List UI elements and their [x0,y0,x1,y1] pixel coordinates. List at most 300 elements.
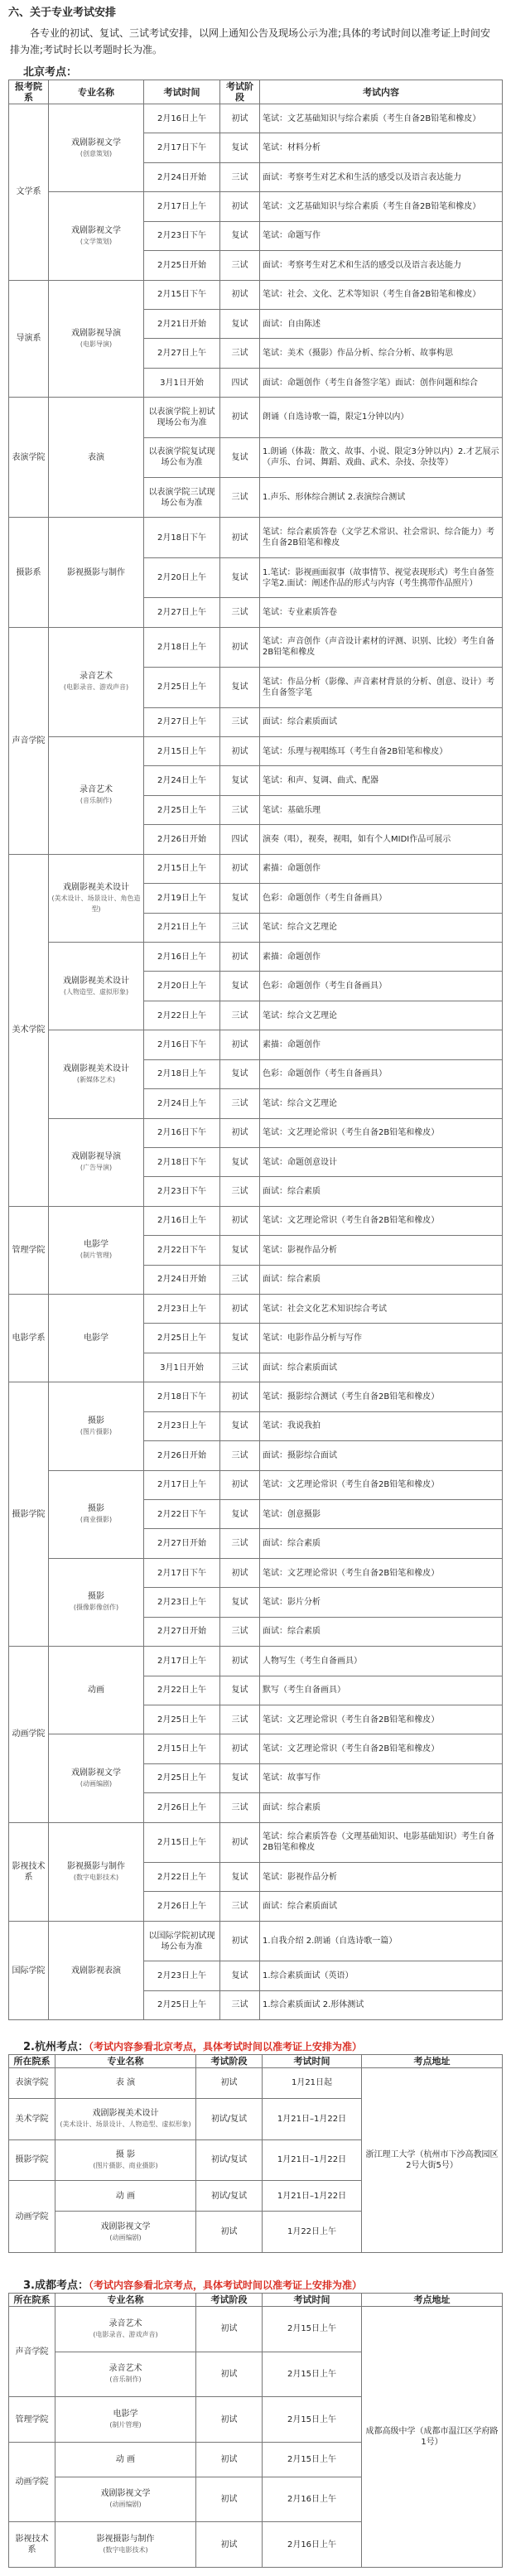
major-cell [55,2477,196,2522]
content-cell: 面试：综合素质 [260,1617,503,1646]
time-cell: 2月26日上午 [144,1793,220,1822]
stage-cell: 复试 [220,1499,260,1528]
content-cell: 演奏（唱），视奏，视唱，如有个人MIDI作品可展示 [260,825,503,854]
time-cell: 2月25日上午 [144,795,220,824]
time-cell: 2月25日上午 [144,668,220,707]
content-cell: 笔试：文艺基础知识与综合素质（考生自备2B铅笔和橡皮） [260,104,503,133]
content-cell: 素描：命题创作 [260,942,503,971]
major-name: 戏剧影视美术设计 [92,2109,159,2119]
major-cell [49,192,144,280]
section-heading: 六、关于专业考试安排 [8,7,117,19]
time-cell: 2月27日上午 [144,707,220,736]
time-cell: 2月17日上午 [144,1647,220,1676]
stage-cell: 三试 [220,1265,260,1294]
major-name: 戏剧影视美术设计 [63,1064,129,1073]
stage-cell: 三试 [220,162,260,191]
major-name: 录音艺术 [108,2364,142,2374]
major-name: 戏剧影视文学 [71,225,121,235]
stage-cell: 复试 [220,1588,260,1617]
dept-cell: 文学系 [9,104,49,281]
content-cell: 笔试：电影作品分析与写作 [260,1324,503,1353]
major-note: (摄像影像创作) [73,1604,119,1612]
major-name: 表 演 [115,2078,136,2088]
major-cell [49,1558,144,1646]
column-header: 专业名称 [55,2055,196,2068]
time-cell: 2月26日上午 [144,1892,220,1921]
stage-cell: 三试 [220,1089,260,1118]
stage-cell: 四试 [220,368,260,397]
time-cell: 2月15日上午 [144,854,220,883]
time-cell: 2月25日上午 [144,1763,220,1792]
dept-cell: 电影学系 [9,1295,49,1382]
time-cell: 2月16日上午 [144,104,220,133]
major-cell [49,1118,144,1206]
time-cell: 2月22日上午 [144,1863,220,1892]
table-row [9,627,503,667]
column-header: 考试阶段 [220,80,260,104]
major-note: (制片管理) [109,2421,142,2429]
dept-cell: 导演系 [9,280,49,398]
chengdu-schedule-table [8,2293,503,2568]
column-header: 所在院系 [9,2294,55,2307]
major-note: (美术设计、场景设计、角色造型) [51,894,141,913]
major-cell [55,2212,196,2253]
content-cell: 笔试：摄影综合测试（考生自备2B铅笔和橡皮） [260,1382,503,1411]
major-note: (动画编剧) [80,1779,113,1787]
content-cell: 笔试：创意摄影 [260,1499,503,1528]
content-cell: 人物写生（考生自备画具） [260,1647,503,1676]
content-cell: 1.综合素质面试（英语） [260,1961,503,1990]
time-cell: 2月15日上午 [263,2352,362,2397]
stage-cell: 复试 [220,1863,260,1892]
stage-cell: 复试 [220,1411,260,1440]
time-cell: 2月23日上午 [144,1588,220,1617]
content-cell: 素描：命题创作 [260,854,503,883]
major-name: 动 画 [115,2191,136,2201]
dept-cell: 声音学院 [9,627,49,854]
stage-cell: 复试 [220,133,260,162]
time-cell: 2月15日上午 [144,1734,220,1763]
dept-cell: 摄影学院 [9,2139,55,2181]
stage-cell: 初试 [220,942,260,971]
content-cell: 笔试：声音创作（声音设计素材的评测、识别、比较）考生自备2B铅笔和橡皮 [260,627,503,667]
content-cell: 笔试：文艺理论常识（考生自备2B铅笔和橡皮） [260,1206,503,1235]
hangzhou-title: 2.杭州考点：（考试内容参看北京考点，具体考试时间以准考证上安排为准） [23,2041,362,2053]
dept-cell: 动画学院 [9,2181,55,2253]
table-row [9,854,503,883]
major-cell [55,2068,196,2099]
content-cell: 面试：自由陈述 [260,309,503,338]
time-cell: 2月16日上午 [144,942,220,971]
stage-cell: 初试 [220,737,260,766]
major-note: (电影导演) [80,340,113,348]
stage-cell: 初试 [196,2212,263,2253]
stage-cell: 复试 [220,557,260,597]
time-cell: 以表演学院复试现场公布为准 [144,437,220,477]
major-cell [49,854,144,942]
stage-cell: 复试 [220,972,260,1001]
beijing-title: 北京考点： [23,66,78,79]
stage-cell: 三试 [220,1617,260,1646]
stage-cell: 三试 [220,1177,260,1206]
stage-cell: 初试 [220,1647,260,1676]
major-note: (文学策划) [80,237,113,245]
major-name: 动画 [88,1686,104,1696]
table-row [9,280,503,309]
table-row [9,1030,503,1059]
major-name: 摄影 [88,1416,104,1425]
column-header: 专业名称 [55,2294,196,2307]
hangzhou-schedule-table [8,2054,503,2253]
time-cell: 2月15日上午 [263,2307,362,2352]
time-cell: 2月22日上午 [144,1676,220,1705]
content-cell: 面试：摄影综合面试 [260,1441,503,1470]
time-cell: 2月20日上午 [144,972,220,1001]
stage-cell: 初试 [196,2068,263,2099]
time-cell: 2月18日下午 [144,1382,220,1411]
stage-cell: 三试 [220,913,260,942]
dept-cell: 摄影系 [9,518,49,627]
table-row [9,1470,503,1499]
major-cell [49,1295,144,1382]
time-cell: 2月23日下午 [144,221,220,250]
content-cell: 面试：综合素质 [260,1529,503,1558]
content-cell: 笔试：材料分析 [260,133,503,162]
stage-cell: 三试 [220,1793,260,1822]
column-header: 考点地址 [362,2294,503,2307]
stage-cell: 复试 [220,884,260,913]
time-cell: 1月21日–1月22日 [263,2098,362,2139]
dept-cell: 摄影学院 [9,1382,49,1647]
stage-cell: 三试 [220,1001,260,1030]
major-note: (音乐制作) [109,2376,142,2384]
major-note: (创意策划) [80,149,113,157]
content-cell: 笔试：社会文化艺术知识综合考试 [260,1295,503,1324]
time-cell: 2月17日下午 [144,133,220,162]
major-cell [55,2442,196,2477]
major-cell [49,1470,144,1558]
content-cell: 色彩：命题创作（考生自备画具） [260,884,503,913]
content-cell: 1.综合素质面试 2.形体测试 [260,1990,503,2019]
content-cell: 面试：综合素质面试 [260,1353,503,1382]
major-cell [49,1647,144,1734]
chengdu-title: 3.成都考点：（考试内容参看北京考点，具体考试时间以准考证上安排为准） [23,2279,362,2292]
dept-cell: 美术学院 [9,854,49,1206]
address-cell: 成都高级中学（成都市温江区学府路1号） [362,2307,503,2568]
column-header: 考试时间 [263,2294,362,2307]
beijing-schedule-table [8,80,503,2020]
column-header: 考试时间 [263,2055,362,2068]
time-cell: 2月15日下午 [144,280,220,309]
table-row [9,1558,503,1587]
time-cell: 2月24日开始 [144,162,220,191]
major-name: 摄影 [88,1504,104,1514]
table-row [9,1921,503,1961]
major-note: (图片摄影、商业摄影) [93,2161,158,2169]
major-name: 戏剧影视美术设计 [63,976,129,986]
stage-cell: 初试 [196,2397,263,2443]
content-cell: 面试：综合素质面试 [260,1892,503,1921]
dept-cell: 管理学院 [9,1206,49,1294]
table-row [9,1118,503,1147]
dept-cell: 表演学院 [9,398,49,518]
content-cell: 1.声乐、形体综合测试 2.表演综合测试 [260,478,503,518]
time-cell: 2月21日上午 [144,913,220,942]
major-cell [49,1921,144,2019]
content-cell: 色彩：命题创作（考生自备画具） [260,1059,503,1088]
major-cell [55,2397,196,2443]
major-cell [55,2098,196,2139]
major-cell [49,518,144,627]
stage-cell: 三试 [220,1705,260,1734]
dept-cell: 影视技术系 [9,1822,49,1921]
stage-cell: 初试 [196,2307,263,2352]
stage-cell: 三试 [220,1990,260,2019]
content-cell: 面试：考察考生对艺术和生活的感受以及语言表达能力 [260,162,503,191]
content-cell: 面试：综合素质 [260,1265,503,1294]
major-cell [55,2307,196,2352]
stage-cell: 初试 [220,1470,260,1499]
column-header: 报考院系 [9,80,49,104]
dept-cell: 管理学院 [9,2397,55,2443]
dept-cell: 表演学院 [9,2068,55,2099]
major-note: (动画编剧) [109,2501,142,2509]
time-cell: 2月16日下午 [144,1118,220,1147]
time-cell: 2月16日下午 [144,1030,220,1059]
time-cell: 1月21日起 [263,2068,362,2099]
address-cell: 浙江理工大学（杭州市下沙高教园区2号大街5号） [362,2068,503,2253]
stage-cell: 复试 [220,668,260,707]
major-note: (电影录音、游戏声音) [63,683,129,692]
major-name: 摄影 [88,1592,104,1602]
major-name: 影视摄影与制作 [96,2535,155,2545]
major-cell [49,1030,144,1118]
time-cell: 1月22日上午 [263,2212,362,2253]
content-cell: 面试：考察考生对艺术和生活的感受以及语言表达能力 [260,251,503,280]
stage-cell: 四试 [220,825,260,854]
major-cell [55,2522,196,2568]
intro-paragraph: 各专业的初试、复试、三试考试安排，以网上通知公告及现场公示为准;具体的考试时间以准考证上时间安排为准;考试时长以考题时长为准。 [10,27,491,55]
stage-cell: 复试 [220,1147,260,1176]
stage-cell: 初试/复试 [196,2098,263,2139]
major-cell [49,280,144,398]
time-cell: 2月15日上午 [144,1822,220,1862]
stage-cell: 初试 [220,1558,260,1587]
column-header: 考试阶段 [196,2294,263,2307]
major-note: (音乐制作) [80,797,113,805]
table-header-row [9,80,503,104]
stage-cell: 三试 [220,1892,260,1921]
stage-cell: 初试 [220,104,260,133]
content-cell: 笔试：我说我拍 [260,1411,503,1440]
major-cell [49,1734,144,1822]
content-cell: 笔试：基础乐理 [260,795,503,824]
time-cell: 2月18日下午 [144,1147,220,1176]
content-cell: 面试：命题创作（考生自备签字笔）面试：创作问题和综合 [260,368,503,397]
content-cell: 笔试：美术（摄影）作品分析、综合分析、故事构思 [260,339,503,368]
major-note: (美术设计、场景设计、人物造型、虚拟形象) [60,2120,191,2129]
major-name: 戏剧影视导演 [71,328,121,338]
dept-cell: 动画学院 [9,2442,55,2521]
major-cell [55,2352,196,2397]
stage-cell: 初试 [220,1030,260,1059]
time-cell: 2月16日上午 [263,2477,362,2522]
time-cell: 2月27日上午 [144,598,220,627]
stage-cell: 三试 [220,1441,260,1470]
content-cell: 笔试：综合文艺理论 [260,913,503,942]
time-cell: 2月23日上午 [144,1411,220,1440]
table-row [9,942,503,971]
content-cell: 笔试：影视作品分析 [260,1236,503,1265]
time-cell: 2月21日开始 [144,309,220,338]
time-cell: 1月21日–1月22日 [263,2181,362,2212]
time-cell: 2月25日上午 [144,1705,220,1734]
content-cell: 笔试：文艺理论常识（考生自备2B铅笔和橡皮） [260,1470,503,1499]
major-name: 戏剧影视文学 [100,2489,151,2499]
stage-cell: 三试 [220,1529,260,1558]
table-row [9,518,503,557]
column-header: 专业名称 [49,80,144,104]
stage-cell: 复试 [220,1236,260,1265]
stage-cell: 初试 [220,1118,260,1147]
major-cell [49,104,144,192]
stage-cell: 初试 [196,2352,263,2397]
stage-cell: 复试 [220,1961,260,1990]
major-note: (电影录音、游戏声音) [93,2330,158,2338]
major-cell [55,2139,196,2181]
major-name: 戏剧影视表演 [71,1966,121,1975]
table-row [9,2068,503,2099]
stage-cell: 复试 [220,437,260,477]
time-cell: 2月24日上午 [144,1089,220,1118]
time-cell: 2月17日下午 [144,1558,220,1587]
major-cell [49,737,144,855]
stage-cell: 三试 [220,1353,260,1382]
content-cell: 笔试：和声、复调、曲式、配器 [260,766,503,795]
content-cell: 笔试：文艺理论常识（考生自备2B铅笔和橡皮） [260,1558,503,1587]
time-cell: 以表演学院上初试现场公布为准 [144,398,220,437]
time-cell: 2月15日上午 [263,2397,362,2443]
dept-cell: 动画学院 [9,1647,49,1823]
stage-cell: 三试 [220,598,260,627]
stage-cell: 复试 [220,1059,260,1088]
stage-cell: 初试 [220,1206,260,1235]
stage-cell: 初试 [220,280,260,309]
time-cell: 2月15日上午 [144,737,220,766]
table-header-row [9,2055,503,2068]
content-cell: 朗诵（自选诗歌一篇，限定1分钟以内） [260,398,503,437]
stage-cell: 复试 [220,1324,260,1353]
time-cell: 2月25日上午 [144,1990,220,2019]
major-name: 戏剧影视文学 [71,137,121,147]
major-note: (数字电影技术) [73,1873,119,1881]
table-row [9,1647,503,1676]
major-cell [55,2181,196,2212]
time-cell: 以国际学院初试现场公布为准 [144,1921,220,1961]
table-row [9,192,503,221]
content-cell: 笔试：文艺理论常识（考生自备2B铅笔和橡皮） [260,1118,503,1147]
table-row [9,2307,503,2352]
content-cell: 默写（考生自备画具） [260,1676,503,1705]
stage-cell: 初试 [196,2442,263,2477]
column-header: 考试时间 [144,80,220,104]
content-cell: 面试：综合素质面试 [260,707,503,736]
time-cell: 2月23日上午 [144,1961,220,1990]
major-note: (新媒体艺术) [76,1075,116,1083]
major-name: 电影学 [113,2410,138,2419]
major-name: 录音艺术 [80,785,113,795]
stage-cell: 复试 [220,309,260,338]
time-cell: 2月17日上午 [144,192,220,221]
table-row [9,1295,503,1324]
time-cell: 2月26日开始 [144,1441,220,1470]
time-cell: 2月27日开始 [144,1617,220,1646]
stage-cell: 初试 [220,1734,260,1763]
table-row [9,1206,503,1235]
time-cell: 2月18日下午 [144,518,220,557]
stage-cell: 初试 [220,398,260,437]
time-cell: 2月24日上午 [144,766,220,795]
content-cell: 笔试：专业素质答卷 [260,598,503,627]
stage-cell: 初试 [220,1822,260,1862]
table-row [9,1734,503,1763]
stage-cell: 三试 [220,795,260,824]
time-cell: 1月21日–1月22日 [263,2139,362,2181]
content-cell: 笔试：影视作品分析 [260,1863,503,1892]
major-note: (商业摄影) [80,1516,113,1524]
major-cell [49,627,144,736]
time-cell: 2月19日上午 [144,884,220,913]
content-cell: 笔试：综合文艺理论 [260,1001,503,1030]
major-name: 戏剧影视文学 [71,1768,121,1778]
table-header-row [9,2294,503,2307]
major-name: 录音艺术 [80,672,113,682]
stage-cell: 初试 [220,854,260,883]
time-cell: 2月23日下午 [144,1177,220,1206]
content-cell: 笔试：命题写作 [260,221,503,250]
stage-cell: 初试 [220,192,260,221]
major-name: 表演 [88,452,104,462]
major-note: (图片摄影) [80,1427,113,1435]
stage-cell: 初试/复试 [196,2181,263,2212]
table-row [9,398,503,437]
content-cell: 笔试：文艺理论常识（考生自备2B铅笔和橡皮） [260,1705,503,1734]
major-name: 影视摄影与制作 [67,567,125,577]
table-row [9,104,503,133]
time-cell: 2月16日上午 [144,1206,220,1235]
time-cell: 3月1日开始 [144,1353,220,1382]
stage-cell: 初试 [196,2477,263,2522]
major-note: (人物造型、虚拟形象) [63,987,129,996]
time-cell: 2月23日上午 [144,1295,220,1324]
major-name: 电影学 [84,1334,108,1343]
time-cell: 2月22日下午 [144,1236,220,1265]
dept-cell: 美术学院 [9,2098,55,2139]
major-name: 录音艺术 [108,2318,142,2328]
time-cell: 以表演学院三试现场公布为准 [144,478,220,518]
column-header: 所在院系 [9,2055,55,2068]
content-cell: 笔试：综合文艺理论 [260,1089,503,1118]
major-name: 戏剧影视美术设计 [63,882,129,892]
time-cell: 2月16日上午 [263,2522,362,2568]
stage-cell: 三试 [220,707,260,736]
stage-cell: 初试 [220,1295,260,1324]
major-cell [49,1822,144,1921]
column-header: 考试阶段 [196,2055,263,2068]
major-note: (数字电影技术) [103,2546,148,2554]
major-name: 戏剧影视文学 [100,2221,151,2231]
content-cell: 笔试：影片分析 [260,1588,503,1617]
